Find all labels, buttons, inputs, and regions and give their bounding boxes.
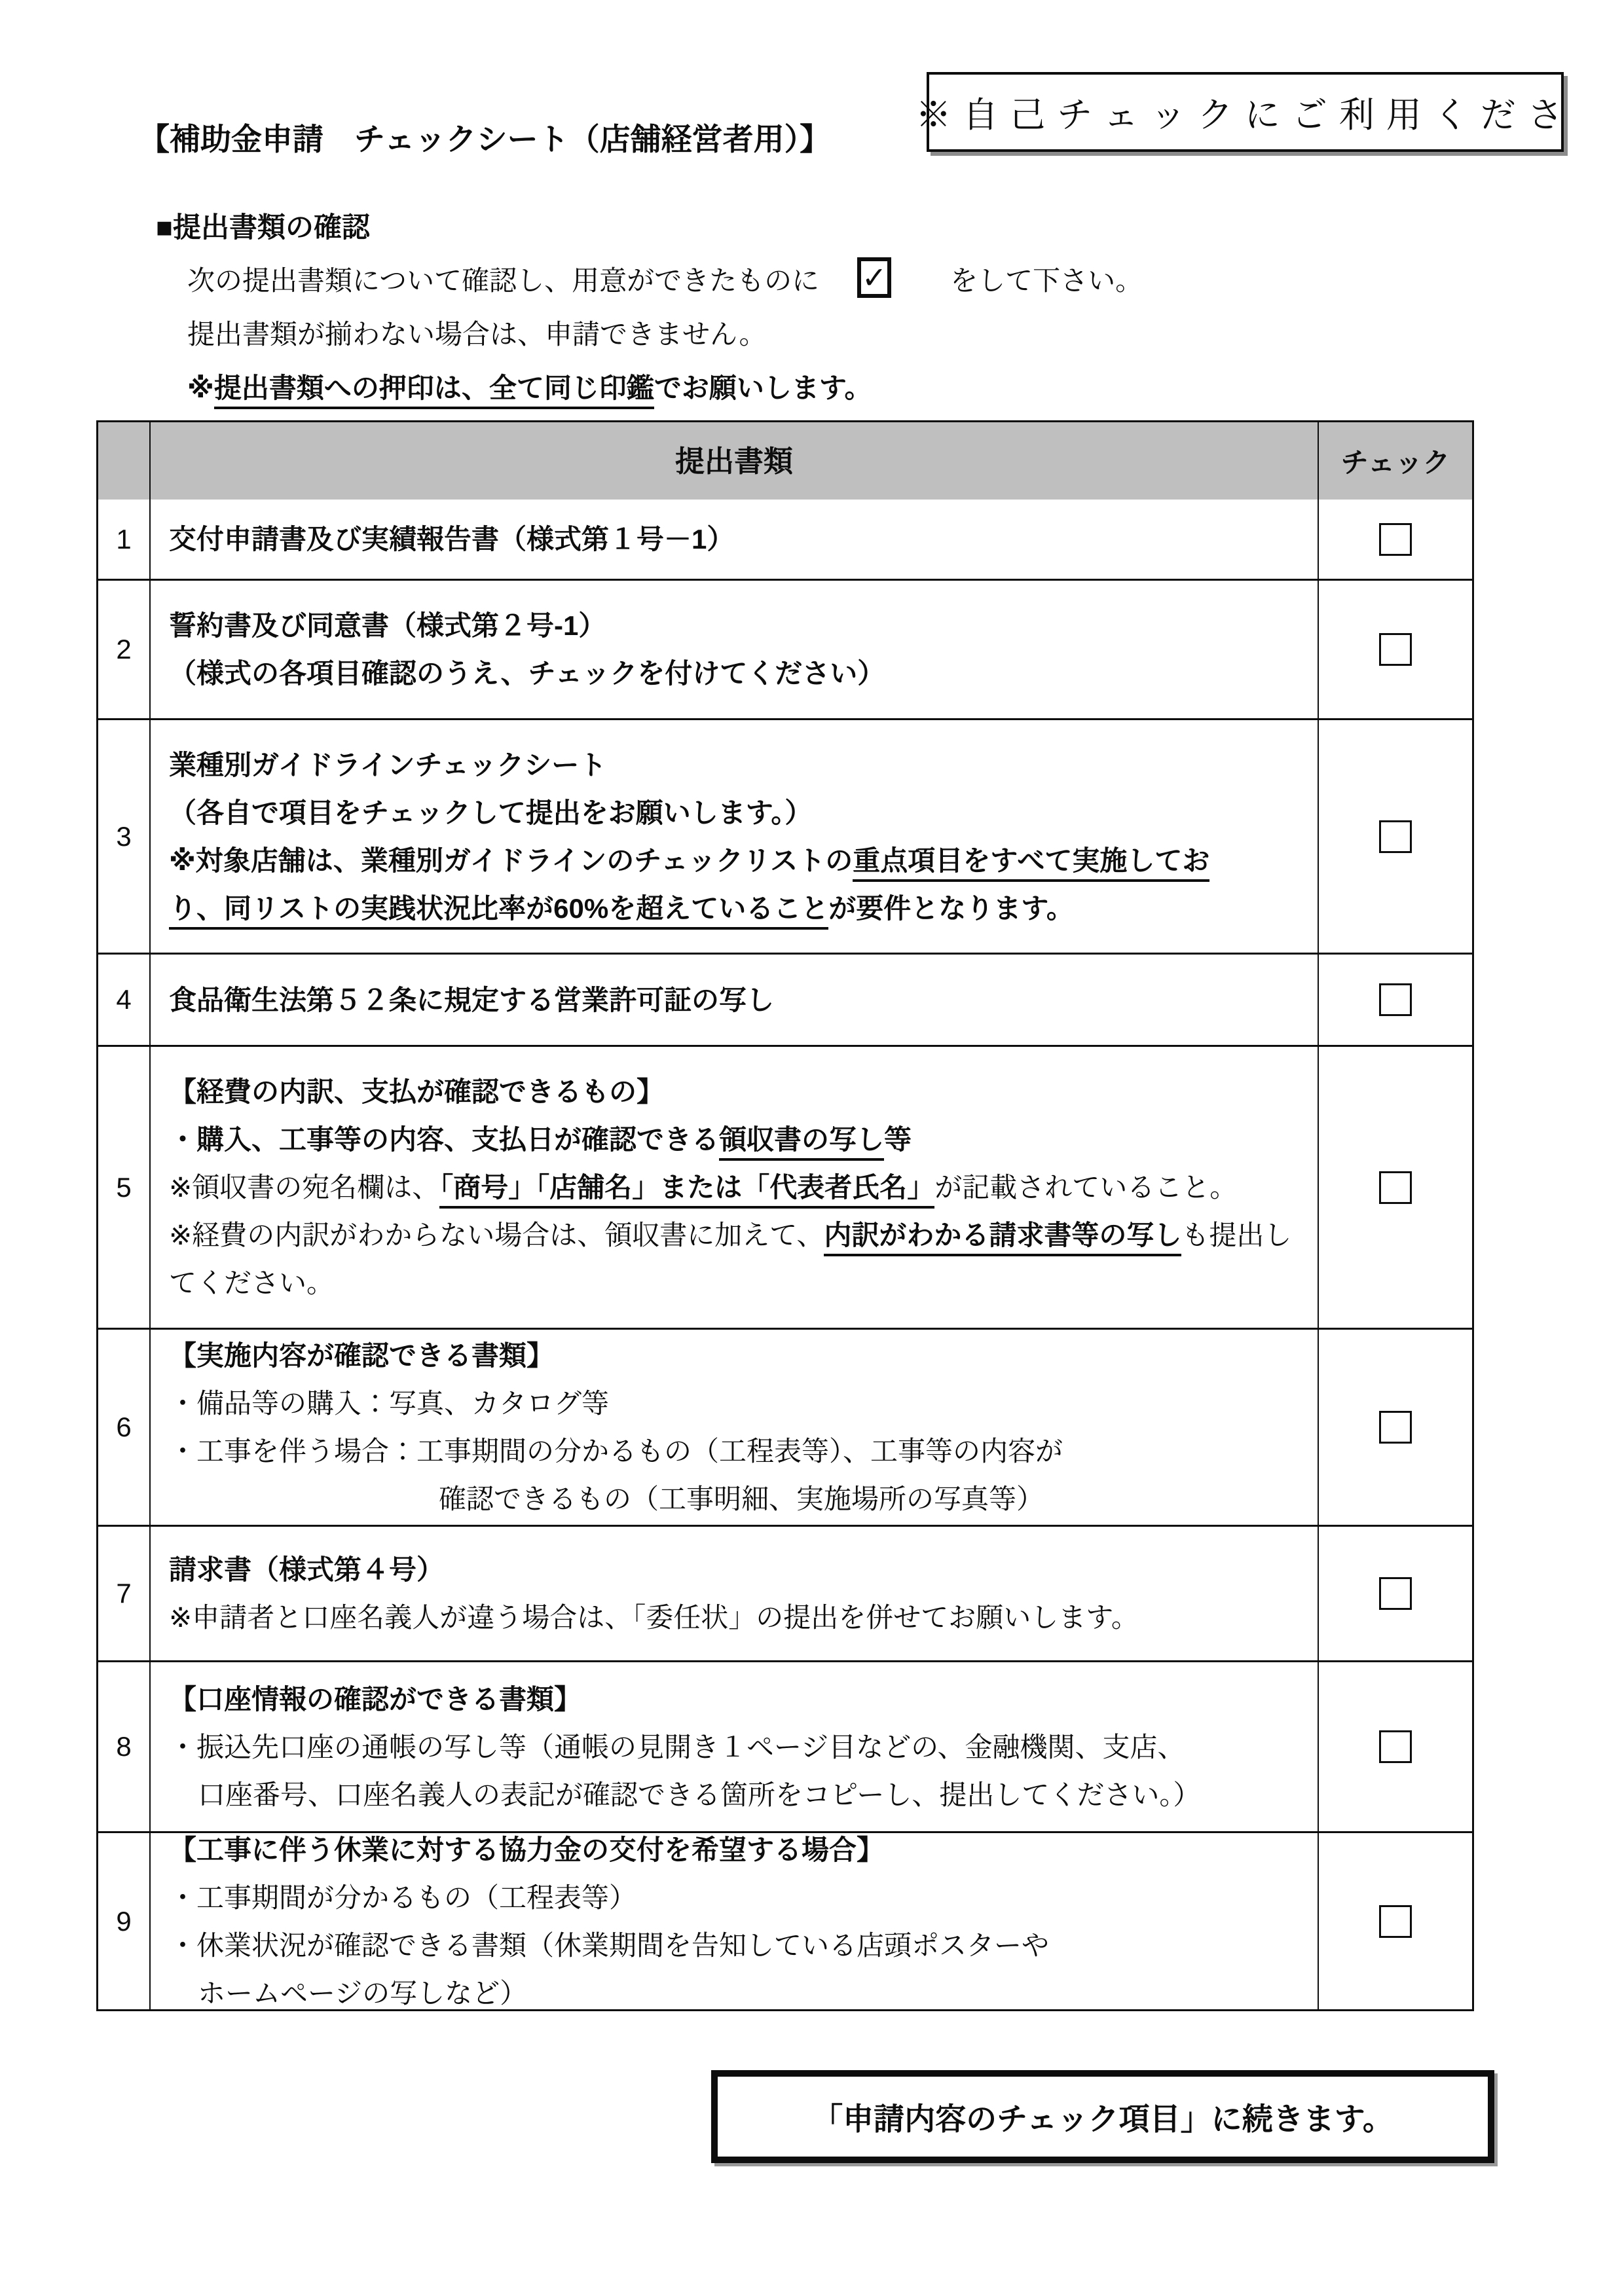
row-number: 6 [98, 1330, 151, 1525]
description-line [169, 741, 1306, 789]
instruction-line-1-post: をして下さい。 [950, 265, 1143, 296]
description-segment: 領収書の写し [719, 1124, 884, 1161]
section-heading: ■提出書類の確認 [156, 212, 370, 244]
table-row [98, 1831, 1472, 2009]
description-line [169, 649, 1306, 697]
row-number: 5 [98, 1047, 151, 1328]
description-segment: 【実施内容が確認できる書類】 [169, 1340, 555, 1371]
description-segment: も提出し [1181, 1220, 1292, 1250]
description-line [169, 1546, 1306, 1594]
row-number: 7 [98, 1527, 151, 1660]
stamp-note [187, 367, 872, 406]
description-line [169, 1969, 1306, 2017]
description-segment: ・工事を伴う場合：工事期間の分かるもの（工程表等）、工事等の内容が [169, 1436, 1063, 1467]
checkbox[interactable] [1379, 1905, 1412, 1938]
page-title: 【補助金申請 チェックシート（店舗経営者用）】 [139, 122, 831, 156]
row-check-cell [1319, 500, 1472, 579]
stamp-note-suffix: でお願いします。 [654, 373, 872, 403]
description-segment: 重点項目をすべて実施してお [853, 845, 1209, 882]
checkbox[interactable] [1379, 1171, 1412, 1204]
description-segment: 業種別ガイドラインチェックシート [169, 749, 607, 780]
row-document-description [151, 1527, 1319, 1660]
description-segment: ・工事期間が分かるもの（工程表等） [169, 1882, 637, 1913]
continuation-note-text: 「申請内容のチェック項目」に続きます。 [812, 2101, 1393, 2136]
table-row [98, 718, 1472, 953]
documents-table [96, 420, 1474, 2011]
check-glyph: ✓ [861, 260, 887, 295]
description-segment: ・休業状況が確認できる書類（休業期間を告知している店頭ポスターや [169, 1929, 1050, 1961]
description-segment: ※経費の内訳がわからない場合は、領収書に加えて、 [169, 1220, 824, 1250]
documents-column-label: 提出書類 [674, 444, 793, 478]
row-check-cell [1319, 1330, 1472, 1525]
table-row [98, 1045, 1472, 1328]
table-row [98, 579, 1472, 718]
row-number: 1 [98, 500, 151, 579]
checked-checkbox-icon [857, 257, 891, 298]
description-segment: ※対象店舗は、業種別ガイドラインのチェックリストの [169, 845, 853, 876]
description-segment: てください。 [169, 1267, 335, 1298]
row-document-description [151, 955, 1319, 1045]
table-header-row [98, 422, 1472, 500]
description-line [169, 1332, 1306, 1379]
table-row [98, 1328, 1472, 1525]
continuation-note-box [711, 2070, 1494, 2163]
description-line [169, 1723, 1306, 1771]
checkbox[interactable] [1379, 523, 1412, 556]
description-segment: ※申請者と口座名義人が違う場合は、「委任状」の提出を併せてお願いします。 [169, 1602, 1139, 1633]
description-line [169, 1379, 1306, 1427]
description-line [169, 1874, 1306, 1922]
row-number: 3 [98, 720, 151, 953]
table-row [98, 1525, 1472, 1660]
description-line [169, 1211, 1306, 1259]
row-document-description [151, 1047, 1319, 1328]
description-segment: ホームページの写しなど） [198, 1977, 528, 2009]
checkbox[interactable] [1379, 983, 1412, 1016]
description-segment: が要件となります。 [828, 892, 1074, 924]
row-number: 2 [98, 581, 151, 718]
row-check-cell [1319, 1527, 1472, 1660]
instruction-line-1-pre: 次の提出書類について確認し、用意ができたものに [187, 265, 820, 296]
header-documents-cell [151, 422, 1319, 500]
description-segment: 内訳がわかる請求書等の写し [824, 1220, 1181, 1256]
description-line [169, 515, 1306, 563]
stamp-note-prefix: ※ [187, 373, 214, 403]
self-check-note-text: ※自己チェックにご利用くださ [915, 95, 1575, 135]
description-segment: 確認できるもの（工事明細、実施場所の写真等） [439, 1484, 1044, 1514]
header-number-cell [98, 422, 151, 500]
description-line [169, 837, 1306, 884]
description-segment: （様式の各項目確認のうえ、チェックを付けてください） [169, 658, 885, 689]
description-line [169, 1594, 1306, 1641]
checkbox[interactable] [1379, 633, 1412, 666]
description-segment: 【経費の内訳、支払が確認できるもの】 [169, 1076, 665, 1107]
description-line [169, 1259, 1306, 1307]
row-check-cell [1319, 1833, 1472, 2009]
row-document-description [151, 581, 1319, 718]
description-segment: （各自で項目をチェックして提出をお願いします。） [169, 797, 813, 828]
description-line [169, 1116, 1306, 1163]
instruction-line-2: 提出書類が揃わない場合は、申請できません。 [187, 319, 767, 350]
table-row [98, 1660, 1472, 1831]
description-line [169, 789, 1306, 837]
row-document-description [151, 720, 1319, 953]
table-row [98, 500, 1472, 579]
check-column-label: チェック [1340, 447, 1450, 478]
description-segment: ・振込先口座の通帳の写し等（通帳の見開き１ページ目などの、金融機関、支店、 [169, 1731, 1185, 1762]
documents-table-body [98, 500, 1472, 2009]
description-segment: ※領収書の宛名欄は、 [169, 1172, 440, 1203]
row-document-description [151, 500, 1319, 579]
description-line [169, 1068, 1306, 1116]
description-segment: 誓約書及び同意書（様式第２号-1） [169, 610, 606, 641]
description-segment: 食品衛生法第５２条に規定する営業許可証の写し [169, 984, 775, 1015]
stamp-note-underlined: 提出書類への押印は、全て同じ印鑑 [214, 373, 654, 409]
instruction-line-1 [187, 259, 1143, 303]
self-check-note-box [915, 72, 1575, 152]
description-segment: 「商号」「店舗名」または「代表者氏名」 [439, 1172, 934, 1209]
row-check-cell [1319, 1047, 1472, 1328]
checkbox[interactable] [1379, 820, 1412, 853]
description-line [169, 602, 1306, 649]
row-check-cell [1319, 1662, 1472, 1831]
table-row [98, 953, 1472, 1045]
row-document-description [151, 1662, 1319, 1831]
description-segment: 【口座情報の確認ができる書類】 [169, 1683, 582, 1715]
description-line [169, 1427, 1306, 1475]
row-check-cell [1319, 581, 1472, 718]
description-segment: 交付申請書及び実績報告書（様式第１号－1） [169, 524, 735, 555]
description-segment: 請求書（様式第４号） [169, 1554, 445, 1585]
description-segment: 等 [884, 1124, 912, 1155]
row-number: 4 [98, 955, 151, 1045]
description-segment: ・備品等の購入：写真、カタログ等 [169, 1388, 610, 1419]
checkbox[interactable] [1379, 1730, 1412, 1763]
row-number: 8 [98, 1662, 151, 1831]
description-line [169, 1922, 1306, 1969]
description-segment: が記載されていること。 [934, 1172, 1238, 1203]
description-segment: り、同リストの実践状況比率が60%を超えていること [169, 893, 828, 930]
description-line [169, 884, 1306, 932]
description-line [169, 1675, 1306, 1723]
row-document-description [151, 1330, 1319, 1525]
description-line [169, 1475, 1306, 1523]
row-check-cell [1319, 720, 1472, 953]
description-line [169, 1826, 1306, 1874]
description-segment: 口座番号、口座名義人の表記が確認できる箇所をコピーし、提出してください。） [198, 1779, 1201, 1810]
row-check-cell [1319, 955, 1472, 1045]
description-segment: ・購入、工事等の内容、支払日が確認できる [169, 1124, 720, 1155]
row-document-description [151, 1833, 1319, 2009]
checkbox[interactable] [1379, 1577, 1412, 1610]
description-line [169, 1771, 1306, 1819]
row-number: 9 [98, 1833, 151, 2009]
description-segment: 【工事に伴う休業に対する協力金の交付を希望する場合】 [169, 1834, 885, 1865]
header-check-cell [1319, 422, 1472, 500]
description-line [169, 976, 1306, 1024]
description-line [169, 1163, 1306, 1211]
checkbox[interactable] [1379, 1411, 1412, 1444]
